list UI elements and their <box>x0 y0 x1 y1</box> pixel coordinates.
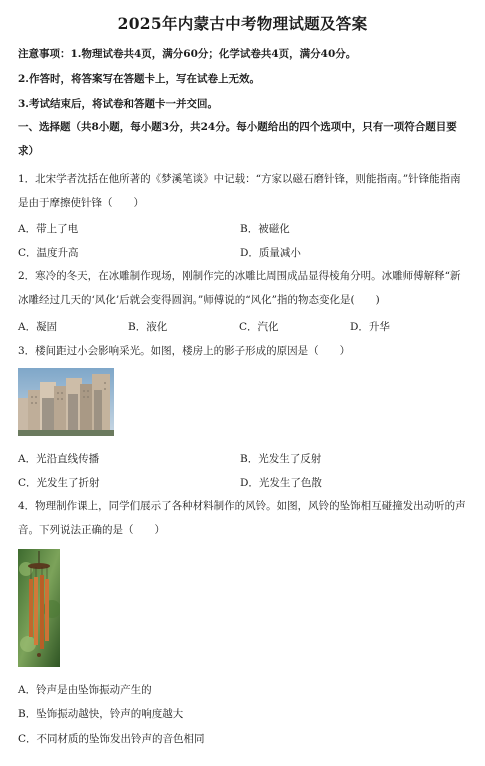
q3-option-d: D．光发生了色散 <box>240 477 322 489</box>
q2-option-d: D．升华 <box>350 321 390 333</box>
q2-option-c: C．汽化 <box>239 321 279 333</box>
q3-option-b: B．光发生了反射 <box>240 453 322 465</box>
q4-option-c: C．不同材质的坠饰发出铃声的音色相同 <box>18 733 205 745</box>
q1-option-d: D．质量减小 <box>240 247 301 259</box>
note-3: 3.考试结束后，将试卷和答题卡一并交回。 <box>18 98 218 110</box>
q1-option-c: C．温度升高 <box>18 247 79 259</box>
q4-option-b: B．坠饰振动越快，铃声的响度越大 <box>18 708 184 720</box>
wind-chime-photo <box>18 549 60 667</box>
q2-option-a: A．凝固 <box>18 321 58 333</box>
page-title: 2025年内蒙古中考物理试题及答案 <box>117 14 368 33</box>
buildings-photo <box>18 368 114 436</box>
q3-stem: 3．楼间距过小会影响采光。如图，楼房上的影子形成的原因是（ ） <box>18 345 351 357</box>
q2-option-b: B．液化 <box>128 321 168 333</box>
note-1: 注意事项：1.物理试卷共4页，满分60分；化学试卷共4页，满分40分。 <box>18 48 357 60</box>
q4-stem: 4．物理制作课上，同学们展示了各种材料制作的风铃。如图，风铃的坠饰相互碰撞发出动听的声音。下列说法正确的是（ ） <box>18 500 466 536</box>
q1-option-a: A．带上了电 <box>18 223 79 235</box>
note-2: 2.作答时，将答案写在答题卡上，写在试卷上无效。 <box>18 73 260 85</box>
q4-option-a: A．铃声是由坠饰振动产生的 <box>18 684 152 696</box>
q1-stem: 1．北宋学者沈括在他所著的《梦溪笔谈》中记载：“方家以磁石磨针锋，则能指南。”针锋能指南是由于摩擦使针锋（ ） <box>18 173 461 209</box>
q1-option-b: B．被磁化 <box>240 223 290 235</box>
q3-option-a: A．光沿直线传播 <box>18 453 100 465</box>
q3-option-c: C．光发生了折射 <box>18 477 100 489</box>
q2-stem: 2．寒冷的冬天，在冰雕制作现场，刚制作完的冰雕比周围成品显得棱角分明。冰雕师傅解释“新冰雕经过几天的‘风化’后就会变得圆润。”师傅说的“风化”指的物态变化是( ) <box>18 270 461 306</box>
section-heading: 一、选择题（共8小题，每小题3分，共24分。每小题给出的四个选项中，只有一项符合题目要求） <box>18 121 457 157</box>
